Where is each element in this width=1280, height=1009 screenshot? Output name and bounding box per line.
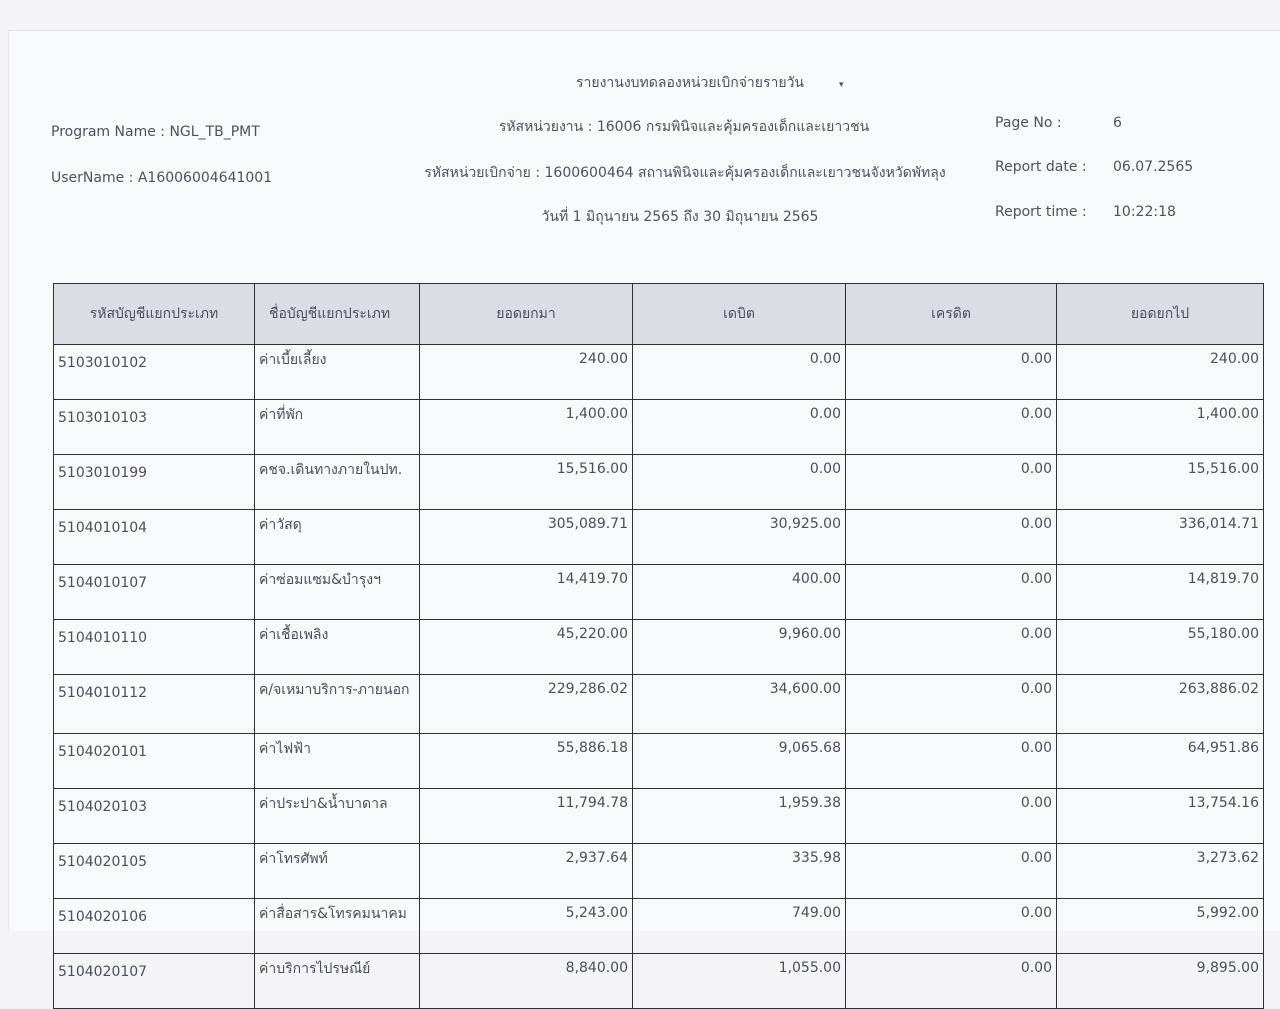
account-code: 5104020106 [54,899,255,954]
period-line: วันที่ 1 มิถุนายน 2565 ถึง 30 มิถุนายน 2565 [541,209,819,225]
debit: 749.00 [633,899,846,954]
credit: 0.00 [846,899,1057,954]
disbursing-unit-line: รหัสหน่วยเบิกจ่าย : 1600600464 สถานพินิจและคุ้มครองเด็กและเยาวชนจังหวัดพัทลุง [424,165,946,181]
report-time-value: 10:22:18 [1113,204,1176,220]
table-row [54,789,1264,844]
credit: 0.00 [846,844,1057,899]
carried-forward: 240.00 [1057,345,1264,400]
account-code: 5104020103 [54,789,255,844]
table-row [54,455,1264,510]
header-account-code: รหัสบัญชีแยกประเภท [54,284,255,345]
debit: 9,960.00 [633,620,846,675]
account-name: ค่าเบี้ยเลี้ยง [255,345,420,400]
account-code: 5104020105 [54,844,255,899]
debit: 0.00 [633,455,846,510]
debit: 34,600.00 [633,675,846,734]
account-name: ค่าบริการไปรษณีย์ [255,954,420,1009]
header-account-name: ชื่อบัญชีแยกประเภท [255,284,420,345]
brought-forward: 305,089.71 [420,510,633,565]
report-title: รายงานงบทดลองหน่วยเบิกจ่ายรายวัน [575,75,804,91]
table-row [54,345,1264,400]
debit: 0.00 [633,345,846,400]
brought-forward: 1,400.00 [420,400,633,455]
program-name: Program Name : NGL_TB_PMT [51,124,260,140]
debit: 9,065.68 [633,734,846,789]
carried-forward: 336,014.71 [1057,510,1264,565]
header-brought-forward: ยอดยกมา [420,284,633,345]
table-row [54,565,1264,620]
table-row [54,510,1264,565]
report-date-value: 06.07.2565 [1113,159,1194,175]
account-name: คชจ.เดินทางภายในปท. [255,455,420,510]
credit: 0.00 [846,455,1057,510]
account-name: ค่าวัสดุ [255,510,420,565]
brought-forward: 2,937.64 [420,844,633,899]
account-name: ค่าโทรศัพท์ [255,844,420,899]
account-code: 5104010110 [54,620,255,675]
account-name: ค/จเหมาบริการ-ภายนอก [255,675,420,734]
credit: 0.00 [846,620,1057,675]
brought-forward: 55,886.18 [420,734,633,789]
credit: 0.00 [846,510,1057,565]
header-debit: เดบิต [633,284,846,345]
debit: 0.00 [633,400,846,455]
table-header-row [54,284,1264,345]
debit: 1,959.38 [633,789,846,844]
username: UserName : A16006004641001 [51,170,273,186]
credit: 0.00 [846,565,1057,620]
carried-forward: 1,400.00 [1057,400,1264,455]
brought-forward: 15,516.00 [420,455,633,510]
table-row [54,734,1264,789]
carried-forward: 64,951.86 [1057,734,1264,789]
brought-forward: 5,243.00 [420,899,633,954]
carried-forward: 55,180.00 [1057,620,1264,675]
credit: 0.00 [846,789,1057,844]
account-code: 5103010199 [54,455,255,510]
carried-forward: 15,516.00 [1057,455,1264,510]
account-code: 5103010102 [54,345,255,400]
account-code: 5104010107 [54,565,255,620]
debit: 400.00 [633,565,846,620]
account-name: ค่าซ่อมแซม&บำรุงฯ [255,565,420,620]
table-row [54,620,1264,675]
account-name: ค่าสื่อสาร&โทรคมนาคม [255,899,420,954]
report-time-label: Report time : [995,204,1087,220]
brought-forward: 240.00 [420,345,633,400]
account-name: ค่าประปา&น้ำบาดาล [255,789,420,844]
table-row [54,899,1264,954]
carried-forward: 5,992.00 [1057,899,1264,954]
account-code: 5103010103 [54,400,255,455]
credit: 0.00 [846,954,1057,1009]
brought-forward: 45,220.00 [420,620,633,675]
agency-line: รหัสหน่วยงาน : 16006 กรมพินิจและคุ้มครองเด็กและเยาวชน [498,119,870,135]
carried-forward: 3,273.62 [1057,844,1264,899]
debit: 335.98 [633,844,846,899]
carried-forward: 14,819.70 [1057,565,1264,620]
account-name: ค่าไฟฟ้า [255,734,420,789]
credit: 0.00 [846,400,1057,455]
page-no-value: 6 [1113,115,1122,131]
page-no-label: Page No : [995,115,1062,131]
account-name: ค่าที่พัก [255,400,420,455]
account-name: ค่าเชื้อเพลิง [255,620,420,675]
table-row [54,675,1264,734]
brought-forward: 8,840.00 [420,954,633,1009]
brought-forward: 11,794.78 [420,789,633,844]
header-carried-forward: ยอดยกไป [1057,284,1264,345]
account-code: 5104020101 [54,734,255,789]
header-credit: เครดิต [846,284,1057,345]
credit: 0.00 [846,345,1057,400]
caret-mark: ▾ [839,80,844,90]
table-row [54,954,1264,1009]
debit: 30,925.00 [633,510,846,565]
account-code: 5104010104 [54,510,255,565]
brought-forward: 229,286.02 [420,675,633,734]
carried-forward: 263,886.02 [1057,675,1264,734]
carried-forward: 9,895.00 [1057,954,1264,1009]
trial-balance-table [53,283,1264,1009]
account-code: 5104010112 [54,675,255,734]
table-row [54,400,1264,455]
carried-forward: 13,754.16 [1057,789,1264,844]
brought-forward: 14,419.70 [420,565,633,620]
report-date-label: Report date : [995,159,1087,175]
credit: 0.00 [846,675,1057,734]
account-code: 5104020107 [54,954,255,1009]
debit: 1,055.00 [633,954,846,1009]
credit: 0.00 [846,734,1057,789]
table-row [54,844,1264,899]
